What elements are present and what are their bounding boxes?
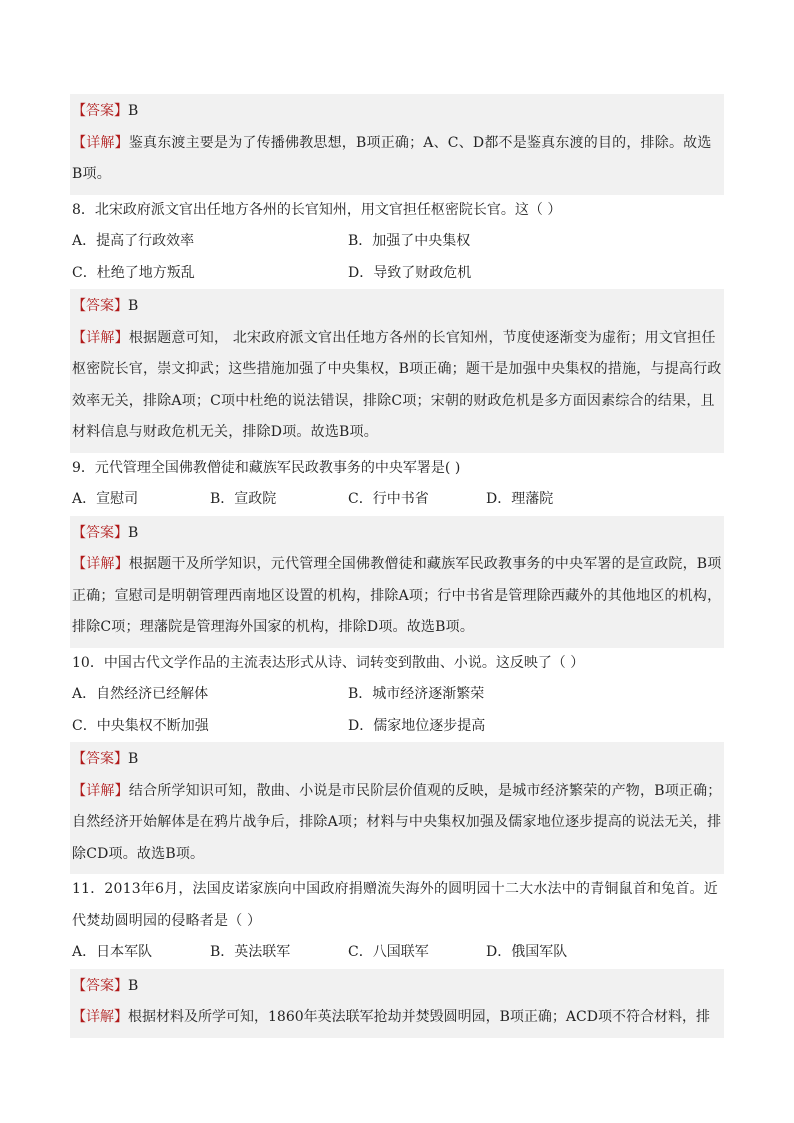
detail-label: 【详解】 <box>72 1009 128 1025</box>
detail-paragraph <box>72 776 722 871</box>
option-a: A．宣慰司 <box>72 491 139 507</box>
option-b: B．加强了中央集权 <box>348 233 471 249</box>
detail-label: 【详解】 <box>72 556 129 572</box>
answer-value: B <box>128 977 139 994</box>
document-page <box>70 94 724 1038</box>
answer-label: 【答案】 <box>72 298 128 314</box>
option-d: D．儒家地位逐步提高 <box>348 717 486 734</box>
option-a: A．提高了行政效率 <box>72 233 195 249</box>
detail-label: 【详解】 <box>72 134 129 151</box>
options-9 <box>70 484 724 516</box>
option-b: B．英法联军 <box>210 944 291 960</box>
answer-value: B <box>128 103 139 119</box>
answer-block-7 <box>70 94 724 195</box>
detail-text: 鉴真东渡主要是为了传播佛教思想，B项正确；A、C、D都不是鉴真东渡的目的，排除。故选B项。 <box>72 134 712 182</box>
option-d: D．导致了财政危机 <box>348 264 472 281</box>
options-11 <box>70 937 724 969</box>
option-c: C．八国联军 <box>348 944 429 960</box>
detail-paragraph <box>72 1002 722 1034</box>
answer-block-10 <box>70 742 724 874</box>
options-10 <box>70 679 724 742</box>
option-d: D．俄国军队 <box>486 944 568 960</box>
options-8 <box>70 226 724 289</box>
detail-text: 根据材料及所学可知，1860年英法联军抢劫并焚毁圆明园，B项正确；ACD项不符合材料，排 <box>128 1009 710 1025</box>
answer-value: B <box>128 751 139 767</box>
answer-line <box>72 744 722 776</box>
answer-line <box>72 96 722 128</box>
detail-paragraph <box>72 323 722 449</box>
answer-label: 【答案】 <box>72 103 128 119</box>
detail-label: 【详解】 <box>72 782 129 799</box>
option-a: A．自然经济已经解体 <box>72 686 209 702</box>
question-8: 8．北宋政府派文官出任地方各州的长官知州，用文官担任枢密院长官。这（ ） <box>72 201 562 218</box>
option-d: D．理藩院 <box>486 491 554 507</box>
answer-value: B <box>128 524 139 541</box>
detail-text: 根据题干及所学知识，元代管理全国佛教僧徒和藏族军民政教事务的中央军署的是宣政院，B项正确；宣慰司是明朝管理西南地区设置的机构，排除A项；行中书省是管理除西藏外的其他地区的机构，排除C项；理藩院是管理海外国家的机构，排除D项。故选B项。 <box>72 556 722 635</box>
answer-block-8 <box>70 289 724 453</box>
option-b: B．宣政院 <box>210 491 277 507</box>
answer-line <box>72 971 722 1003</box>
option-c: C．行中书省 <box>348 491 429 507</box>
answer-label: 【答案】 <box>72 977 128 994</box>
detail-paragraph <box>72 128 722 191</box>
option-c: C．中央集权不断加强 <box>72 717 209 734</box>
detail-label: 【详解】 <box>72 329 129 346</box>
answer-value: B <box>128 298 139 314</box>
answer-label: 【答案】 <box>72 751 128 767</box>
option-c: C．杜绝了地方叛乱 <box>72 264 195 281</box>
answer-label: 【答案】 <box>72 524 128 541</box>
answer-line <box>72 518 722 550</box>
answer-block-11 <box>70 969 724 1038</box>
detail-text: 结合所学知识可知，散曲、小说是市民阶层价值观的反映，是城市经济繁荣的产物，B项正确；自然经济开始解体是在鸦片战争后，排除A项；材料与中央集权加强及儒家地位逐步提高的说法无关，排除CD项。故选B项。 <box>72 782 722 862</box>
option-b: B．城市经济逐渐繁荣 <box>348 686 485 702</box>
question-10: 10．中国古代文学作品的主流表达形式从诗、词转变到散曲、小说。这反映了（ ） <box>72 654 585 671</box>
answer-line <box>72 291 722 323</box>
option-a: A．日本军队 <box>72 944 153 960</box>
question-11: 11．2013年6月，法国皮诺家族向中国政府捐赠流失海外的圆明园十二大水法中的青铜鼠首和兔首。近代焚劫圆明园的侵略者是（ ） <box>72 881 718 929</box>
question-9: 9．元代管理全国佛教僧徒和藏族军民政教事务的中央军署是( ) <box>72 459 461 476</box>
detail-paragraph <box>72 549 722 644</box>
answer-block-9 <box>70 516 724 648</box>
detail-text: 根据题意可知， 北宋政府派文官出任地方各州的长官知州，节度使逐渐变为虚衔；用文官担任枢密院长官，崇文抑武；这些措施加强了中央集权，B项正确；题干是加强中央集权的措施，与提高行政效率无关，排除A项；C项中杜绝的说法错误，排除C项；宋朝的财政危机是多方面因素综合的结果，且材料信息与财政危机无关，排除D项。故选B项。 <box>72 329 722 440</box>
